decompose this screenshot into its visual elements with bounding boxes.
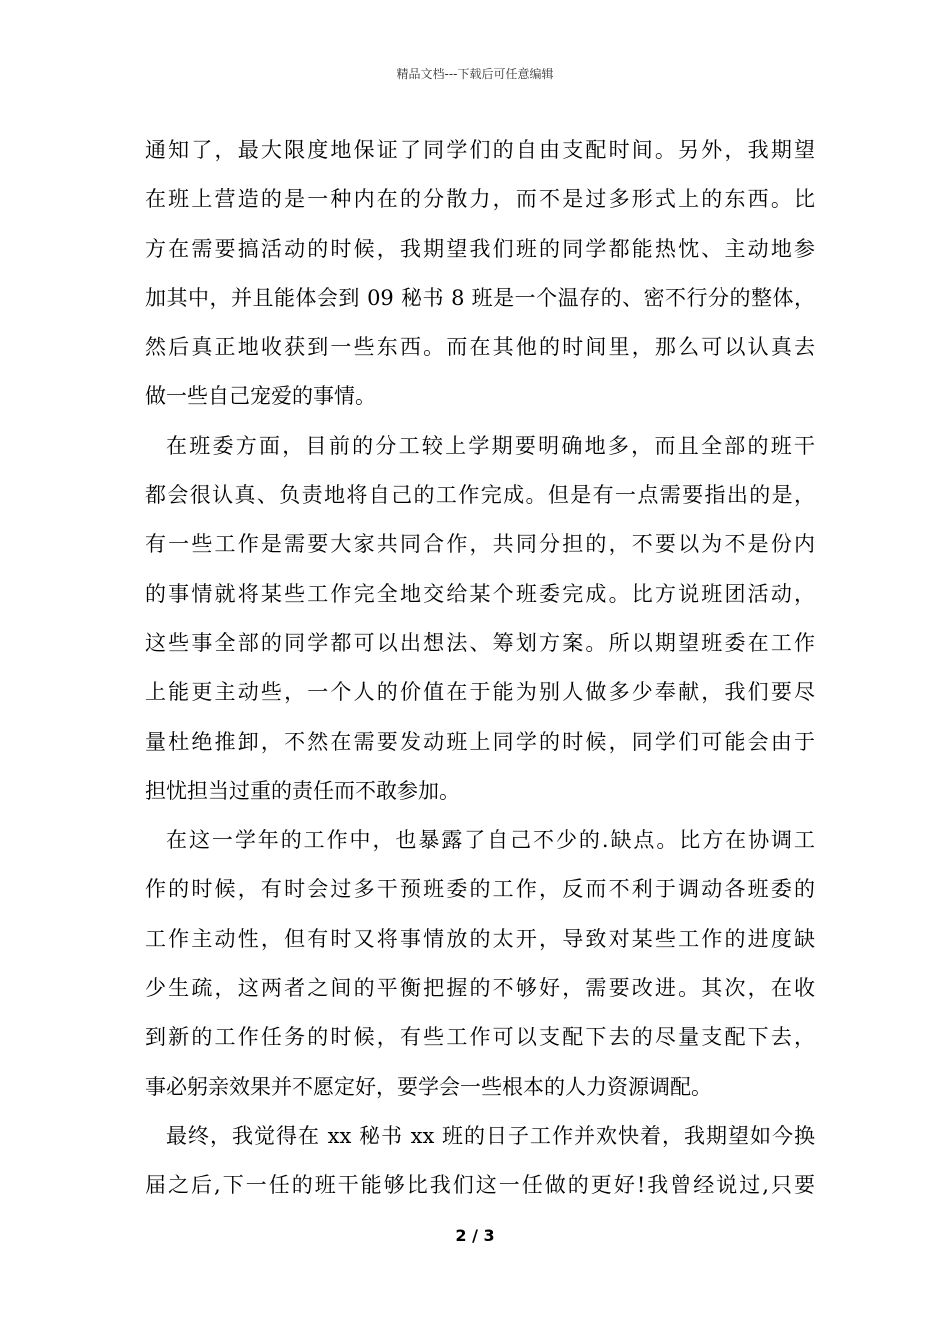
document-body [145,126,815,1211]
text-line: 加其中，并且能体会到 09 秘书 8 班是一个温存的、密不行分的整体， [145,285,815,310]
text-line: 届之后,下一任的班干能够比我们这一任做的更好!我曾经说过,只要 [145,1173,815,1198]
text-line: 这些事全部的同学都可以出想法、筹划方案。所以期望班委在工作 [145,630,815,655]
text-line: 担忧担当过重的责任而不敢参加。 [145,778,460,803]
text-line: 做一些自己宠爱的事情。 [145,384,376,409]
text-line: 到新的工作任务的时候，有些工作可以支配下去的尽量支配下去， [145,1025,815,1050]
page-number: 2 / 3 [455,1226,495,1245]
text-line: 事必躬亲效果并不愿定好，要学会一些根本的人力资源调配。 [145,1074,712,1099]
paragraph [145,422,815,816]
text-line: 然后真正地收获到一些东西。而在其他的时间里，那么可以认真去 [145,335,815,360]
paragraph [145,126,815,422]
text-line: 工作主动性，但有时又将事情放的太开，导致对某些工作的进度缺 [145,926,815,951]
text-line: 的事情就将某些工作完全地交给某个班委完成。比方说班团活动， [145,581,815,606]
text-line: 在班上营造的是一种内在的分散力，而不是过多形式上的东西。比 [145,187,815,212]
text-line: 都会很认真、负责地将自己的工作完成。但是有一点需要指出的是， [145,483,815,508]
text-line: 方在需要搞活动的时候，我期望我们班的同学都能热忱、主动地参 [145,236,815,261]
text-line: 在班委方面，目前的分工较上学期要明确地多，而且全部的班干 [166,433,815,458]
paragraph [145,816,815,1112]
text-line: 有一些工作是需要大家共同合作，共同分担的，不要以为不是份内 [145,532,815,557]
text-line: 通知了，最大限度地保证了同学们的自由支配时间。另外，我期望 [145,138,815,162]
paragraph [145,1112,815,1211]
text-line: 作的时候，有时会过多干预班委的工作，反而不利于调动各班委的 [145,877,815,902]
text-line: 量杜绝推卸，不然在需要发动班上同学的时候，同学们可能会由于 [145,729,815,754]
text-line: 上能更主动些，一个人的价值在于能为别人做多少奉献，我们要尽 [145,680,815,705]
text-line: 少生疏，这两者之间的平衡把握的不够好，需要改进。其次，在收 [145,976,815,1001]
text-line: 最终，我觉得在 xx 秘书 xx 班的日子工作并欢快着，我期望如今换 [166,1123,815,1148]
page-header: 精品文档---下载后可任意编辑 [396,67,554,81]
text-line: 在这一学年的工作中，也暴露了自己不少的.缺点。比方在协调工 [166,828,815,853]
